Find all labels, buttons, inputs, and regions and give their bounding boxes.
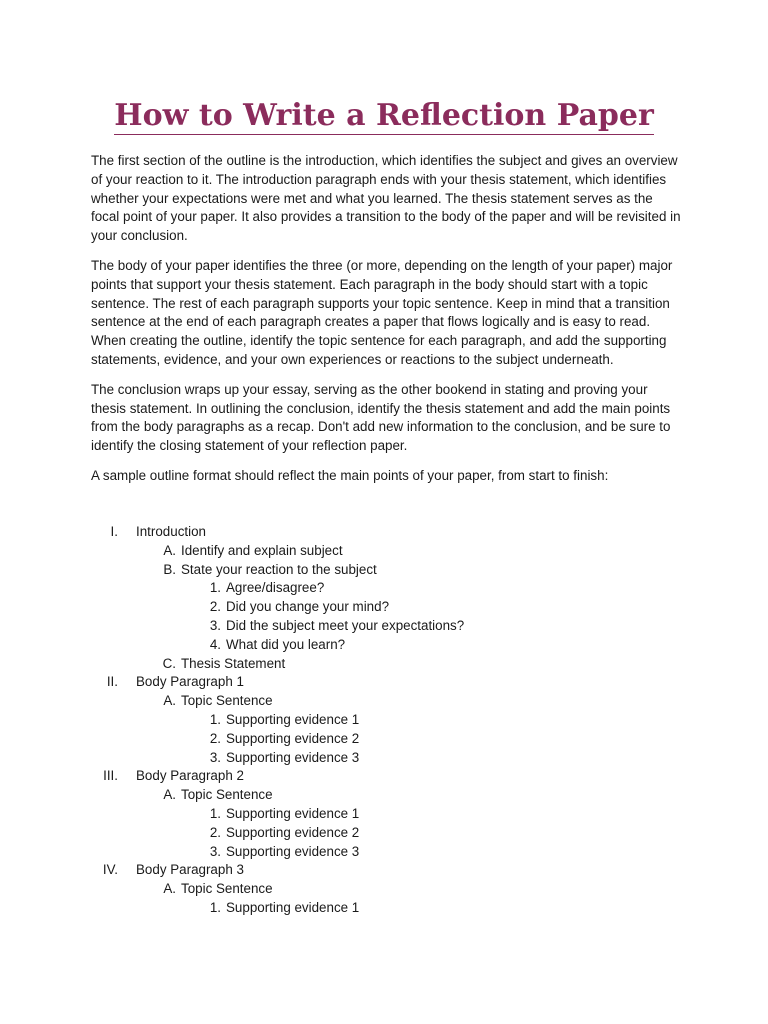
outline-item-text: Did the subject meet your expectations?	[226, 617, 465, 633]
document-body	[91, 152, 681, 497]
outline-item-text: Topic Sentence	[181, 787, 273, 803]
outline-item-marker: 2.	[209, 599, 221, 615]
outline-item-marker: 4.	[209, 636, 221, 652]
outline-item-level-1	[91, 861, 681, 880]
outline-item-text: Supporting evidence 1	[226, 805, 360, 821]
outline-item-level-2	[91, 880, 681, 899]
outline-item-marker: 1.	[209, 899, 221, 915]
outline-item-level-3	[91, 899, 681, 918]
outline-item-text: Thesis Statement	[181, 655, 286, 671]
outline-item-level-3	[91, 617, 681, 636]
page-title-text: How to Write a Reflection Paper	[114, 98, 654, 133]
outline-item-marker: 1.	[209, 711, 221, 727]
outline-item-marker: A.	[163, 693, 176, 709]
outline-item-text: What did you learn?	[226, 636, 346, 652]
outline-item-text: Supporting evidence 2	[226, 824, 360, 840]
outline-item-marker: 1.	[209, 805, 221, 821]
outline-item-text: Did you change your mind?	[226, 599, 390, 615]
outline-item-text: Supporting evidence 1	[226, 899, 360, 915]
outline-item-text: Body Paragraph 1	[136, 674, 244, 690]
outline-item-marker: 3.	[209, 843, 221, 859]
paragraph-body: The body of your paper identifies the three (or more, depending on the length of your paper) major points that support your thesis statement. Each paragraph in the body should start with a topic sentence. The rest of each paragraph supports your topic sentence. Keep in mind that a transition sentence at the end of each paragraph creates a paper that flows logically and is easy to read. When creating the outline, identify the topic sentence for each paragraph, and add the supporting statements, evidence, and your own experiences or reactions to the subject underneath.	[91, 257, 673, 367]
outline-item-level-2	[91, 655, 681, 674]
outline-item-level-1	[91, 673, 681, 692]
outline-item-level-3	[91, 805, 681, 824]
outline-item-level-3	[91, 749, 681, 768]
outline-item-level-2	[91, 561, 681, 580]
outline-item-text: Supporting evidence 3	[226, 843, 360, 859]
outline-item-text: Introduction	[136, 524, 206, 539]
outline-item-marker: I.	[110, 524, 118, 539]
outline-item-marker: A.	[163, 881, 176, 897]
outline-item-level-3	[91, 843, 681, 862]
outline-item-text: Supporting evidence 1	[226, 711, 360, 727]
page-title	[0, 96, 768, 136]
outline-item-level-1	[91, 523, 681, 542]
outline-item-level-2	[91, 542, 681, 561]
paragraph-conclusion: The conclusion wraps up your essay, serving as the other bookend in stating and proving your thesis statement. In outlining the conclusion, identify the thesis statement and add the main points from the body paragraphs as a recap. Don't add new information to the conclusion, and be sure to identify the closing statement of your reflection paper.	[91, 381, 671, 454]
outline-item-level-3	[91, 824, 681, 843]
outline-item-marker: 3.	[209, 617, 221, 633]
outline-item-marker: II.	[106, 674, 118, 690]
outline-item-level-3	[91, 598, 681, 617]
sample-outline-list	[91, 523, 681, 918]
outline-item-marker: A.	[163, 787, 176, 803]
outline-item-marker: B.	[163, 561, 176, 577]
outline-item-text: Topic Sentence	[181, 693, 273, 709]
outline-item-text: Body Paragraph 3	[136, 862, 244, 878]
outline-item-marker: 3.	[209, 749, 221, 765]
outline-item-marker: 1.	[209, 580, 221, 596]
outline-item-marker: 2.	[209, 824, 221, 840]
outline-item-level-3	[91, 579, 681, 598]
paragraph-outline-intro: A sample outline format should reflect the main points of your paper, from start to finish:	[91, 467, 609, 483]
outline-item-text: State your reaction to the subject	[181, 561, 377, 577]
outline-item-marker: A.	[163, 542, 176, 558]
outline-item-level-3	[91, 730, 681, 749]
outline-item-text: Topic Sentence	[181, 881, 273, 897]
paragraph-introduction: The first section of the outline is the introduction, which identifies the subject and gives an overview of your reaction to it. The introduction paragraph ends with your thesis statement, which identifies whether your expectations were met and what you learned. The thesis statement serves as the focal point of your paper. It also provides a transition to the body of the paper and will be revisited in your conclusion.	[91, 153, 681, 244]
outline-item-marker: C.	[162, 655, 176, 671]
outline-item-level-1	[91, 767, 681, 786]
outline-item-marker: III.	[103, 768, 118, 784]
outline-item-level-3	[91, 636, 681, 655]
outline-item-level-2	[91, 786, 681, 805]
outline-item-marker: 2.	[209, 730, 221, 746]
outline-item-text: Supporting evidence 3	[226, 749, 360, 765]
outline-item-marker: IV.	[102, 862, 118, 878]
outline-item-text: Supporting evidence 2	[226, 730, 360, 746]
outline-item-text: Body Paragraph 2	[136, 768, 244, 784]
outline-item-text: Agree/disagree?	[226, 580, 325, 596]
outline-item-level-2	[91, 692, 681, 711]
outline-item-level-3	[91, 711, 681, 730]
outline-item-text: Identify and explain subject	[181, 542, 343, 558]
